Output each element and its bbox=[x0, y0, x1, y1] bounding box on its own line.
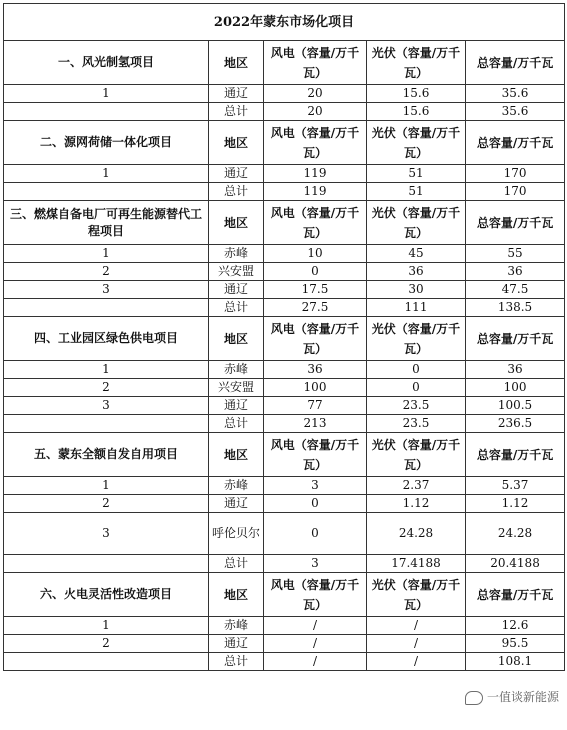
row-number: 1 bbox=[4, 245, 209, 263]
row-region: 赤峰 bbox=[209, 617, 264, 635]
section-header-row bbox=[4, 121, 565, 165]
row-region: 总计 bbox=[209, 415, 264, 433]
row-wind: / bbox=[264, 653, 367, 671]
row-solar: 45 bbox=[367, 245, 466, 263]
header-total: 总容量/万千瓦 bbox=[466, 433, 565, 477]
row-solar: 15.6 bbox=[367, 85, 466, 103]
row-region: 赤峰 bbox=[209, 361, 264, 379]
row-number: 3 bbox=[4, 397, 209, 415]
section-title: 二、源网荷储一体化项目 bbox=[4, 121, 209, 165]
header-wind: 风电（容量/万千瓦） bbox=[264, 317, 367, 361]
row-total: 1.12 bbox=[466, 495, 565, 513]
row-total: 236.5 bbox=[466, 415, 565, 433]
table-row bbox=[4, 361, 565, 379]
row-number: 2 bbox=[4, 379, 209, 397]
row-solar: 36 bbox=[367, 263, 466, 281]
header-region: 地区 bbox=[209, 201, 264, 245]
header-total: 总容量/万千瓦 bbox=[466, 201, 565, 245]
row-number bbox=[4, 103, 209, 121]
row-solar: / bbox=[367, 617, 466, 635]
row-wind: / bbox=[264, 617, 367, 635]
header-region: 地区 bbox=[209, 573, 264, 617]
row-number: 1 bbox=[4, 361, 209, 379]
section-title: 五、蒙东全额自发自用项目 bbox=[4, 433, 209, 477]
watermark bbox=[465, 688, 559, 705]
row-region: 总计 bbox=[209, 103, 264, 121]
row-total: 47.5 bbox=[466, 281, 565, 299]
row-number: 1 bbox=[4, 617, 209, 635]
row-total: 100 bbox=[466, 379, 565, 397]
row-total: 170 bbox=[466, 183, 565, 201]
row-region: 通辽 bbox=[209, 85, 264, 103]
row-solar: 17.4188 bbox=[367, 555, 466, 573]
table-row bbox=[4, 245, 565, 263]
row-wind: 10 bbox=[264, 245, 367, 263]
row-solar: 51 bbox=[367, 183, 466, 201]
table-row bbox=[4, 263, 565, 281]
row-region: 通辽 bbox=[209, 635, 264, 653]
header-solar: 光伏（容量/万千瓦） bbox=[367, 573, 466, 617]
row-number: 2 bbox=[4, 635, 209, 653]
table-row bbox=[4, 85, 565, 103]
section-header-row bbox=[4, 573, 565, 617]
row-number: 3 bbox=[4, 513, 209, 555]
row-solar: 0 bbox=[367, 379, 466, 397]
row-solar: / bbox=[367, 653, 466, 671]
table-row bbox=[4, 617, 565, 635]
row-region: 兴安盟 bbox=[209, 263, 264, 281]
row-number: 2 bbox=[4, 495, 209, 513]
row-number bbox=[4, 653, 209, 671]
row-total: 35.6 bbox=[466, 85, 565, 103]
table-body bbox=[4, 4, 565, 671]
row-region: 总计 bbox=[209, 299, 264, 317]
total-row bbox=[4, 103, 565, 121]
table-row bbox=[4, 165, 565, 183]
total-row bbox=[4, 415, 565, 433]
table-row bbox=[4, 397, 565, 415]
row-number: 1 bbox=[4, 477, 209, 495]
row-solar: / bbox=[367, 635, 466, 653]
row-solar: 1.12 bbox=[367, 495, 466, 513]
row-wind: 17.5 bbox=[264, 281, 367, 299]
header-solar: 光伏（容量/万千瓦） bbox=[367, 41, 466, 85]
row-solar: 0 bbox=[367, 361, 466, 379]
projects-table bbox=[3, 3, 565, 671]
section-header-row bbox=[4, 317, 565, 361]
row-total: 35.6 bbox=[466, 103, 565, 121]
header-total: 总容量/万千瓦 bbox=[466, 121, 565, 165]
row-number: 2 bbox=[4, 263, 209, 281]
total-row bbox=[4, 653, 565, 671]
row-number bbox=[4, 183, 209, 201]
header-region: 地区 bbox=[209, 317, 264, 361]
section-title: 四、工业园区绿色供电项目 bbox=[4, 317, 209, 361]
row-wind: 77 bbox=[264, 397, 367, 415]
row-region: 通辽 bbox=[209, 165, 264, 183]
row-total: 20.4188 bbox=[466, 555, 565, 573]
row-region: 通辽 bbox=[209, 495, 264, 513]
section-header-row bbox=[4, 201, 565, 245]
row-wind: 27.5 bbox=[264, 299, 367, 317]
row-wind: 0 bbox=[264, 263, 367, 281]
section-title: 六、火电灵活性改造项目 bbox=[4, 573, 209, 617]
row-region: 总计 bbox=[209, 183, 264, 201]
row-wind: 3 bbox=[264, 477, 367, 495]
row-region: 通辽 bbox=[209, 281, 264, 299]
table-row bbox=[4, 635, 565, 653]
row-wind: 213 bbox=[264, 415, 367, 433]
section-header-row bbox=[4, 433, 565, 477]
row-solar: 24.28 bbox=[367, 513, 466, 555]
row-total: 170 bbox=[466, 165, 565, 183]
row-wind: 119 bbox=[264, 165, 367, 183]
row-total: 95.5 bbox=[466, 635, 565, 653]
table-row bbox=[4, 495, 565, 513]
row-total: 100.5 bbox=[466, 397, 565, 415]
header-solar: 光伏（容量/万千瓦） bbox=[367, 317, 466, 361]
row-wind: 20 bbox=[264, 85, 367, 103]
row-total: 36 bbox=[466, 361, 565, 379]
row-wind: 100 bbox=[264, 379, 367, 397]
header-total: 总容量/万千瓦 bbox=[466, 317, 565, 361]
row-region: 总计 bbox=[209, 653, 264, 671]
header-wind: 风电（容量/万千瓦） bbox=[264, 121, 367, 165]
row-total: 5.37 bbox=[466, 477, 565, 495]
watermark-text: 一值谈新能源 bbox=[487, 690, 560, 704]
row-wind: 119 bbox=[264, 183, 367, 201]
row-region: 总计 bbox=[209, 555, 264, 573]
header-wind: 风电（容量/万千瓦） bbox=[264, 201, 367, 245]
table-row bbox=[4, 513, 565, 555]
row-region: 兴安盟 bbox=[209, 379, 264, 397]
section-title: 三、燃煤自备电厂可再生能源替代工程项目 bbox=[4, 201, 209, 245]
header-wind: 风电（容量/万千瓦） bbox=[264, 573, 367, 617]
header-region: 地区 bbox=[209, 433, 264, 477]
table-row bbox=[4, 379, 565, 397]
header-total: 总容量/万千瓦 bbox=[466, 573, 565, 617]
row-solar: 15.6 bbox=[367, 103, 466, 121]
row-number: 1 bbox=[4, 165, 209, 183]
row-region: 赤峰 bbox=[209, 477, 264, 495]
row-number bbox=[4, 555, 209, 573]
table-row bbox=[4, 281, 565, 299]
row-number bbox=[4, 415, 209, 433]
row-solar: 51 bbox=[367, 165, 466, 183]
row-solar: 23.5 bbox=[367, 397, 466, 415]
header-solar: 光伏（容量/万千瓦） bbox=[367, 121, 466, 165]
header-total: 总容量/万千瓦 bbox=[466, 41, 565, 85]
total-row bbox=[4, 555, 565, 573]
row-region: 通辽 bbox=[209, 397, 264, 415]
row-total: 36 bbox=[466, 263, 565, 281]
section-header-row bbox=[4, 41, 565, 85]
row-region: 赤峰 bbox=[209, 245, 264, 263]
row-solar: 2.37 bbox=[367, 477, 466, 495]
row-wind: 3 bbox=[264, 555, 367, 573]
header-solar: 光伏（容量/万千瓦） bbox=[367, 433, 466, 477]
row-wind: 20 bbox=[264, 103, 367, 121]
row-wind: / bbox=[264, 635, 367, 653]
row-total: 138.5 bbox=[466, 299, 565, 317]
row-region: 呼伦贝尔 bbox=[209, 513, 264, 555]
header-region: 地区 bbox=[209, 121, 264, 165]
row-total: 24.28 bbox=[466, 513, 565, 555]
table-title: 2022年蒙东市场化项目 bbox=[4, 4, 565, 41]
wechat-icon bbox=[465, 691, 483, 705]
row-number: 1 bbox=[4, 85, 209, 103]
row-wind: 0 bbox=[264, 513, 367, 555]
table-row bbox=[4, 477, 565, 495]
total-row bbox=[4, 299, 565, 317]
row-total: 55 bbox=[466, 245, 565, 263]
row-number bbox=[4, 299, 209, 317]
section-title: 一、风光制氢项目 bbox=[4, 41, 209, 85]
row-wind: 36 bbox=[264, 361, 367, 379]
row-solar: 30 bbox=[367, 281, 466, 299]
header-wind: 风电（容量/万千瓦） bbox=[264, 433, 367, 477]
header-wind: 风电（容量/万千瓦） bbox=[264, 41, 367, 85]
row-total: 108.1 bbox=[466, 653, 565, 671]
row-wind: 0 bbox=[264, 495, 367, 513]
row-solar: 111 bbox=[367, 299, 466, 317]
row-number: 3 bbox=[4, 281, 209, 299]
header-solar: 光伏（容量/万千瓦） bbox=[367, 201, 466, 245]
row-solar: 23.5 bbox=[367, 415, 466, 433]
row-total: 12.6 bbox=[466, 617, 565, 635]
total-row bbox=[4, 183, 565, 201]
header-region: 地区 bbox=[209, 41, 264, 85]
